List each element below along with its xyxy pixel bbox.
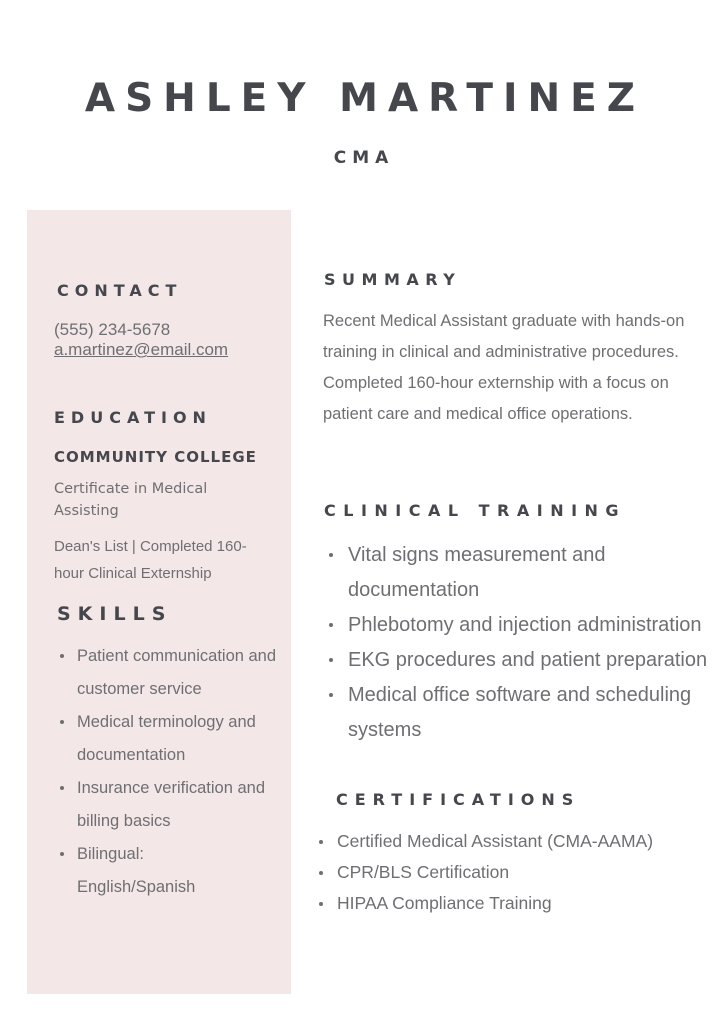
certification-item-text: HIPAA Compliance Training bbox=[337, 893, 552, 913]
bullet-dot-icon bbox=[319, 840, 323, 844]
education-honors: Dean's List | Completed 160-hour Clinical Externship bbox=[54, 538, 247, 582]
candidate-title: CMA bbox=[333, 148, 395, 168]
bullet-dot-icon bbox=[60, 654, 64, 658]
clinical-training-item-text: Vital signs measurement and documentation bbox=[348, 544, 606, 601]
skills-list-item bbox=[54, 640, 284, 706]
certifications-heading: CERTIFICATIONS bbox=[336, 790, 581, 809]
certification-item bbox=[314, 888, 714, 919]
clinical-training-item-text: Medical office software and scheduling systems bbox=[348, 684, 692, 741]
candidate-name: ASHLEY MARTINEZ bbox=[84, 76, 646, 121]
bullet-dot-icon bbox=[329, 553, 333, 557]
skills-item-text: Medical terminology and documentation bbox=[77, 713, 256, 764]
contact-email-link[interactable]: a.martinez@email.com bbox=[54, 340, 229, 359]
bullet-dot-icon bbox=[329, 623, 333, 627]
education-degree: Certificate in Medical Assisting bbox=[54, 481, 208, 519]
certifications-list bbox=[314, 826, 714, 919]
clinical-training-item bbox=[326, 643, 724, 678]
certification-item bbox=[314, 857, 714, 888]
education-heading: EDUCATION bbox=[54, 408, 212, 427]
skills-item-text: Patient communication and customer service bbox=[77, 647, 277, 698]
clinical-training-heading: CLINICAL TRAINING bbox=[324, 501, 627, 520]
summary-heading: SUMMARY bbox=[324, 270, 462, 289]
bullet-dot-icon bbox=[319, 871, 323, 875]
clinical-training-item-text: EKG procedures and patient preparation bbox=[348, 649, 708, 671]
certification-item-text: Certified Medical Assistant (CMA-AAMA) bbox=[337, 831, 654, 851]
certification-item bbox=[314, 826, 714, 857]
education-school: COMMUNITY COLLEGE bbox=[54, 448, 257, 466]
contact-heading: CONTACT bbox=[57, 281, 183, 300]
skills-item-text: Bilingual: English/Spanish bbox=[77, 845, 196, 896]
bullet-dot-icon bbox=[319, 902, 323, 906]
bullet-dot-icon bbox=[60, 720, 64, 724]
contact-phone: (555) 234-5678 bbox=[54, 320, 171, 339]
skills-list bbox=[54, 640, 284, 904]
bullet-dot-icon bbox=[60, 852, 64, 856]
clinical-training-item bbox=[326, 608, 724, 643]
skills-list-item bbox=[54, 772, 284, 838]
certification-item-text: CPR/BLS Certification bbox=[337, 862, 510, 882]
bullet-dot-icon bbox=[329, 693, 333, 697]
summary-text: Recent Medical Assistant graduate with hands-on training in clinical and administrative procedures. Completed 160-hour externship with a focus on patient care and medical office operations. bbox=[323, 312, 685, 423]
skills-list-item bbox=[54, 838, 237, 904]
clinical-training-item bbox=[326, 678, 718, 748]
clinical-training-item-text: Phlebotomy and injection administration bbox=[348, 614, 702, 636]
clinical-training-list bbox=[326, 538, 724, 748]
clinical-training-item bbox=[326, 538, 628, 608]
skills-heading: SKILLS bbox=[57, 603, 173, 625]
bullet-dot-icon bbox=[60, 786, 64, 790]
bullet-dot-icon bbox=[329, 658, 333, 662]
skills-item-text: Insurance verification and billing basics bbox=[77, 779, 266, 830]
skills-list-item bbox=[54, 706, 284, 772]
